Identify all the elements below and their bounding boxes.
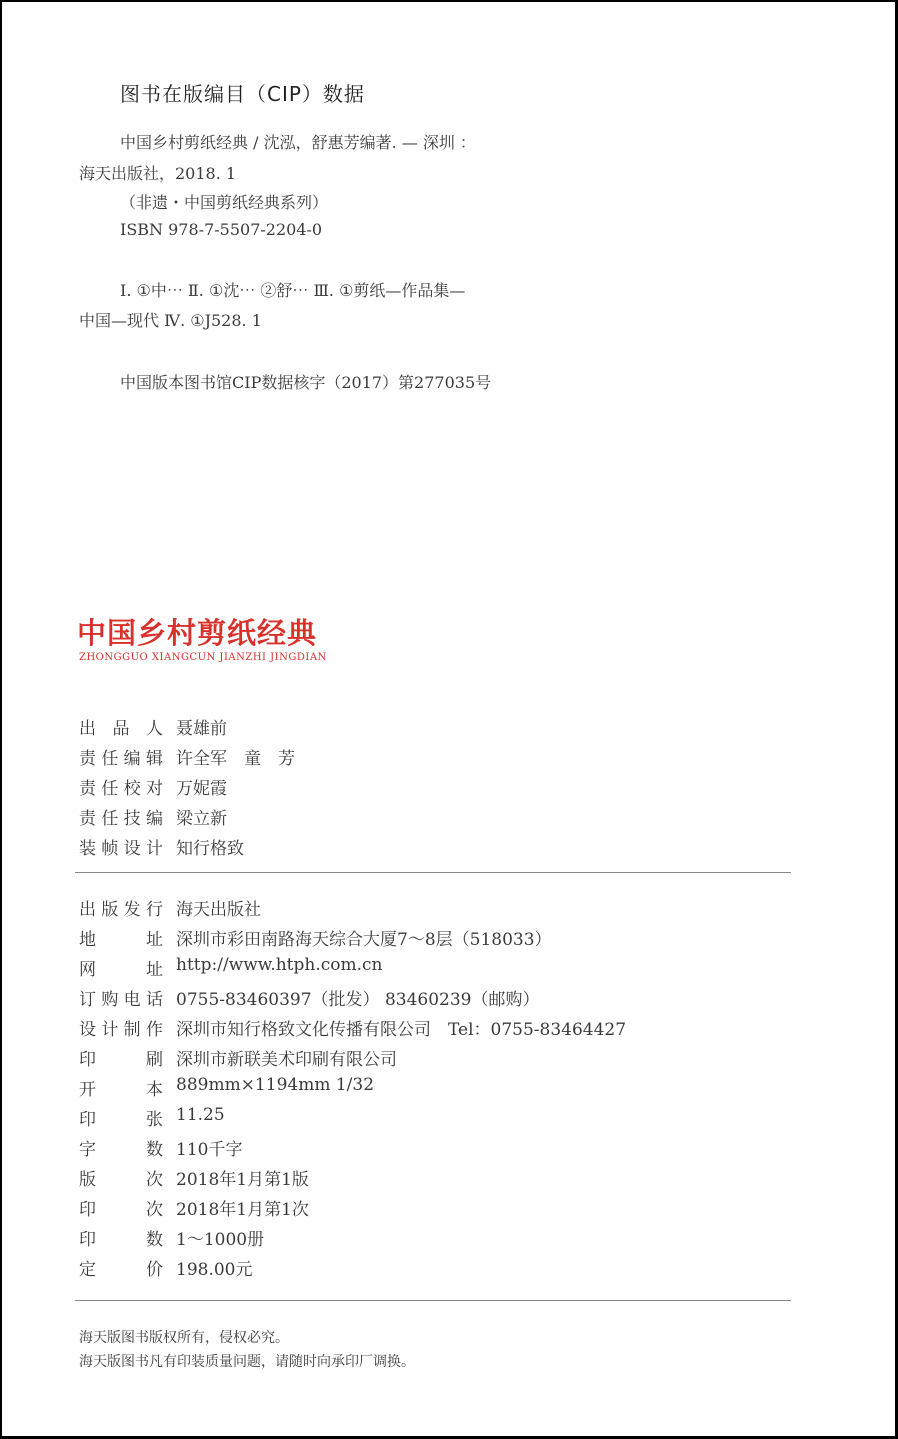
cip-line-3: （非遗・中国剪纸经典系列）: [120, 193, 329, 212]
cip-isbn: ISBN 978-7-5507-2204-0: [120, 220, 323, 239]
publishing-value: 海天出版社: [176, 900, 261, 920]
cip-approval-number: 中国版本图书馆CIP数据核字（2017）第277035号: [120, 373, 492, 392]
credit-value: 万妮霞: [176, 779, 227, 799]
divider: [75, 872, 791, 873]
credit-label: 责 任 校 对: [79, 779, 163, 799]
publishing-value: 889mm×1194mm 1/32: [176, 1075, 375, 1095]
credit-value: 聂雄前: [176, 719, 227, 739]
publishing-label: 网 址: [79, 960, 163, 980]
publishing-label: 开 本: [79, 1080, 163, 1100]
cip-classification-1: Ⅰ. ①中⋯ Ⅱ. ①沈⋯ ②舒⋯ Ⅲ. ①剪纸—作品集—: [120, 281, 466, 300]
publishing-value: 198.00元: [176, 1260, 253, 1280]
credit-label: 责 任 技 编: [79, 809, 163, 829]
publishing-label: 版 次: [79, 1170, 163, 1190]
publishing-value: 110千字: [176, 1140, 243, 1160]
publishing-label: 印 次: [79, 1200, 163, 1220]
quality-notice: 海天版图书凡有印装质量问题，请随时向承印厂调换。: [79, 1354, 415, 1370]
publishing-value: 深圳市知行格致文化传播有限公司 Tel：0755-83464427: [176, 1020, 627, 1040]
cip-line-2: 海天出版社，2018. 1: [79, 164, 237, 183]
credit-label: 责 任 编 辑: [79, 749, 163, 769]
publishing-label: 印 数: [79, 1230, 163, 1250]
credit-value: 知行格致: [176, 839, 244, 859]
copyright-notice: 海天版图书版权所有，侵权必究。: [79, 1330, 289, 1346]
series-title: 中国乡村剪纸经典: [77, 616, 318, 650]
publishing-value: 11.25: [176, 1105, 225, 1125]
publishing-value: 2018年1月第1次: [176, 1200, 309, 1220]
publishing-label: 字 数: [79, 1140, 163, 1160]
series-title-pinyin: ZHONGGUO XIANGCUN JIANZHI JINGDIAN: [79, 652, 327, 663]
colophon-page: [2, 2, 895, 1436]
publishing-label: 出 版 发 行: [79, 900, 163, 920]
publishing-label: 印 张: [79, 1110, 163, 1130]
publishing-label: 印 刷: [79, 1050, 163, 1070]
publishing-label: 订 购 电 话: [79, 990, 163, 1010]
publishing-value: 深圳市彩田南路海天综合大厦7～8层（518033）: [176, 930, 552, 950]
cip-heading: 图书在版编目（CIP）数据: [120, 82, 365, 106]
credit-value: 许全军 童 芳: [176, 749, 295, 769]
publishing-value: 深圳市新联美术印刷有限公司: [176, 1050, 397, 1070]
publishing-label: 设 计 制 作: [79, 1020, 163, 1040]
cip-line-1: 中国乡村剪纸经典 / 沈泓，舒惠芳编著. — 深圳 ：: [120, 133, 476, 152]
publishing-label: 定 价: [79, 1260, 163, 1280]
publishing-value: http://www.htph.com.cn: [176, 955, 383, 975]
publishing-value: 1～1000册: [176, 1230, 265, 1250]
divider: [75, 1300, 791, 1301]
credit-value: 梁立新: [176, 809, 227, 829]
publishing-value: 2018年1月第1版: [176, 1170, 309, 1190]
publishing-label: 地 址: [79, 930, 163, 950]
credit-label: 装 帧 设 计: [79, 839, 163, 859]
publishing-value: 0755-83460397（批发） 83460239（邮购）: [176, 990, 540, 1010]
cip-classification-2: 中国—现代 Ⅳ. ①J528. 1: [79, 311, 262, 330]
credit-label: 出 品 人: [79, 719, 163, 739]
